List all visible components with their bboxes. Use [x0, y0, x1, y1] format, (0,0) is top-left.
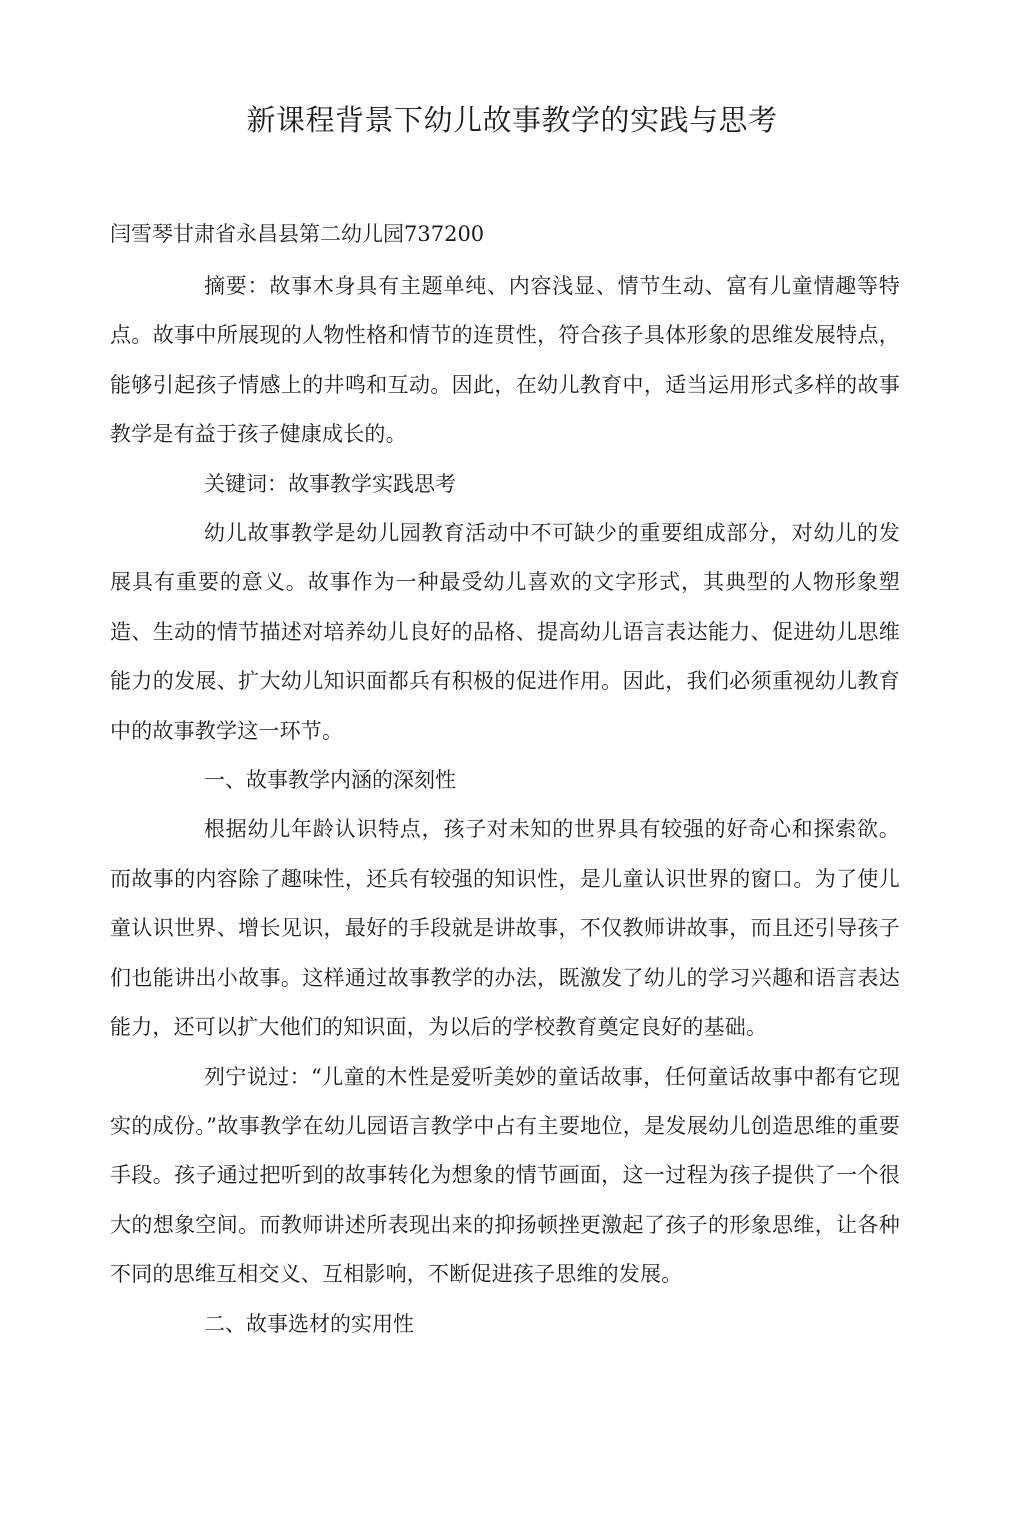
- document-body: [110, 262, 900, 1349]
- keywords-line: 关键词：故事教学实践思考: [204, 471, 456, 496]
- section-heading-1: 一、故事教学内涵的深刻性: [204, 768, 456, 793]
- abstract-paragraph: 摘要：故事木身具有主题单纯、内容浅显、情节生动、富有儿童情趣等特点。故事中所展现的人物性格和情节的连贯性，符合孩子具体形象的思维发展特点，能够引起孩子情感上的井鸣和互动。因此，在幼儿教育中，适当运用形式多样的故事教学是有益于孩子健康成长的。: [110, 274, 900, 447]
- document-title: 新课程背景下幼儿故事教学的实践与思考: [246, 103, 778, 137]
- section1-paragraph-2: 列宁说过：“儿童的木性是爱听美妙的童话故事，任何童话故事中都有它现实的成份。”故事教学在幼儿园语言教学中占有主要地位，是发展幼儿创造思维的重要手段。孩子通过把听到的故事转化为想象的情节画面，这一过程为孩子提供了一个很大的想象空间。而教师讲述所表现出来的抑扬顿挫更激起了孩子的形象思维，让各种不同的思维互相交义、互相影响，不断促进孩子思维的发展。: [110, 1064, 900, 1287]
- author-line: 闫雪琴甘肃省永昌县第二幼儿园737200: [110, 222, 485, 246]
- section1-paragraph-1: 根据幼儿年龄认识特点，孩子对未知的世界具有较强的好奇心和探索欲。而故事的内容除了趣味性，还兵有较强的知识性，是儿童认识世界的窗口。为了使儿童认识世界、增长见识，最好的手段就是讲故事，不仅教师讲故事，而且还引导孩子们也能讲出小故事。这样通过故事教学的办法，既激发了幼儿的学习兴趣和语言表达能力，还可以扩大他们的知识面，为以后的学校教育奠定良好的基础。: [110, 817, 900, 1040]
- intro-paragraph: 幼儿故事教学是幼儿园教育活动中不可缺少的重要组成部分，对幼儿的发展具有重要的意义。故事作为一种最受幼儿喜欢的文字形式，其典型的人物形象塑造、生动的情节描述对培养幼儿良好的品格、提高幼儿语言表达能力、促进幼儿思维能力的发展、扩大幼儿知识面都兵有积极的促进作用。因此，我们必须重视幼儿教育中的故事教学这一环节。: [110, 521, 900, 743]
- section-heading-2: 二、故事选材的实用性: [204, 1311, 414, 1336]
